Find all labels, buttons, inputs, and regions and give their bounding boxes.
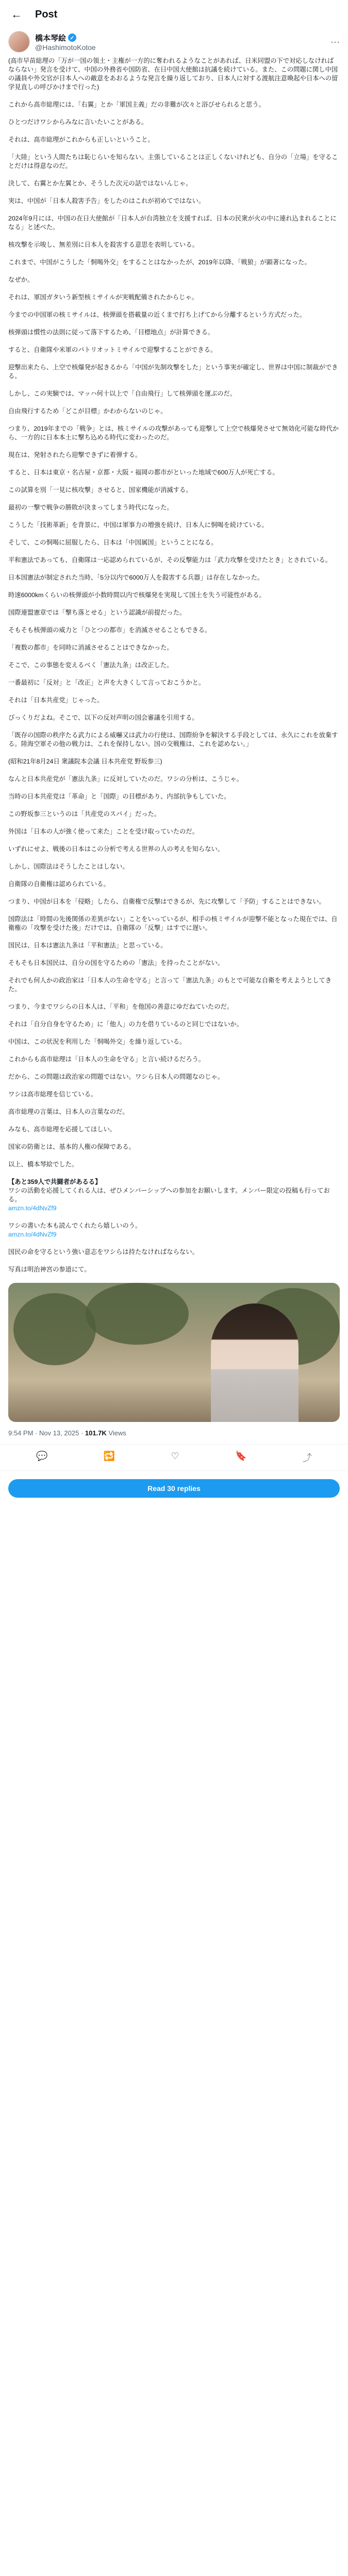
post-paragraph: 今までの中国軍の核ミサイルは、核弾頭を搭載量の近くまで打ち上げてから分離するという方式だった。 bbox=[8, 311, 306, 318]
promo-link[interactable]: amzn.to/4dNvZf9 bbox=[8, 1205, 57, 1212]
post-paragraph: これからも高市総理は「日本人の生命を守る」と言い続けるだろう。 bbox=[8, 1056, 205, 1063]
promo-link-2[interactable]: amzn.to/4dNvZf9 bbox=[8, 1231, 57, 1238]
photo-person bbox=[211, 1303, 299, 1422]
post-paragraph: そして、この恫喝に屈服したら、日本は「中国属国」ということになる。 bbox=[8, 539, 218, 546]
author-names bbox=[35, 32, 330, 52]
post-paragraph: 核弾頭は慣性の法則に従って落下するため、「目標地点」が計算できる。 bbox=[8, 329, 214, 336]
share-icon[interactable]: ⤴ bbox=[302, 1453, 312, 1463]
post-paragraph: つまり、今までワシらの日本人は、「平和」を他国の善意にゆだねていたのだ。 bbox=[8, 1003, 234, 1010]
post-author bbox=[0, 29, 348, 57]
post-paragraph: それは、軍国ガタいう新型核ミサイルが実戦配備されたからじゃ。 bbox=[8, 294, 198, 301]
post-paragraph: いずれにせよ、戦後の日本はこの分析で考える世界の人の考えを知らない。 bbox=[8, 845, 224, 853]
repost-icon[interactable]: 🔁 bbox=[103, 1451, 115, 1461]
like-icon[interactable]: ♡ bbox=[171, 1451, 179, 1461]
bookmark-icon[interactable]: 🔖 bbox=[235, 1451, 247, 1461]
post-paragraph: しかし、国際法はそうしたことはしない。 bbox=[8, 863, 129, 870]
promo-text-2: ワシの書いた本も読んでくれたら嬉しいのう。 bbox=[8, 1222, 142, 1229]
verified-badge-icon: ✓ bbox=[68, 33, 76, 42]
post-photo[interactable] bbox=[8, 1283, 340, 1422]
post-paragraph: すると、自衛隊や米軍のパトリオットミサイルで迎撃することができる。 bbox=[8, 346, 217, 353]
post-paragraph: 決して、右翼とか左翼とか、そうした次元の話ではないんじゃ。 bbox=[8, 180, 192, 187]
post-paragraph: それでも何人かの政治家は「日本人の生命を守る」と言って「憲法九条」のもとで可能な自衛を考えようとしてきた。 bbox=[8, 977, 332, 993]
post-paragraph: 時速6000kmくらいの核弾頭が小数時間以内で核爆発を実現して国土を失う可能性がある。 bbox=[8, 591, 266, 599]
closing-2: 写真は明治神宮の参道にて。 bbox=[8, 1266, 91, 1273]
post-meta: 9:54 PM · Nov 13, 2025 · 101.7K Views bbox=[0, 1422, 348, 1445]
post-paragraph: 国家の防衛とは、基本的人権の保障である。 bbox=[8, 1143, 135, 1150]
post-paragraph: 以上、橋本琴絵でした。 bbox=[8, 1161, 78, 1168]
top-bar bbox=[0, 0, 348, 29]
post-paragraph: それは「日本共産党」じゃった。 bbox=[8, 697, 104, 704]
post-paragraph: 迎撃出来たら、上空で核爆発が起きるから「中国が先制攻撃をした」という事実が確定し、世界は中国に制裁ができる。 bbox=[8, 364, 338, 380]
post-paragraph: びっくりだよね。そこで、以下の反対声明の国会審議を引用する。 bbox=[8, 714, 198, 721]
photo-tree bbox=[86, 1283, 189, 1345]
post-paragraph: みなも、高市総理を応援してほしい。 bbox=[8, 1126, 117, 1133]
reply-bar bbox=[0, 1471, 348, 1506]
action-bar bbox=[0, 1445, 348, 1471]
more-options-icon[interactable]: ··· bbox=[330, 36, 340, 47]
avatar[interactable] bbox=[8, 31, 30, 53]
post-paragraph: 当時の日本共産党は「革命」と「国際」の目標があり、内部抗争もしていた。 bbox=[8, 793, 230, 800]
post-paragraph: しかし、この実験では、マッハ何十以上で「自由飛行」して核弾頭を運ぶのだ。 bbox=[8, 390, 237, 397]
post-time[interactable]: 9:54 PM · Nov 13, 2025 bbox=[8, 1429, 79, 1437]
post-paragraph: だから、この問題は政治家の問題ではない。ワシら日本人の問題なのじゃ。 bbox=[8, 1073, 224, 1080]
post-paragraph: 外国は「日本の人が強く使って来た」ことを受け取っていたのだ。 bbox=[8, 828, 198, 835]
post-paragraph: 平和憲法であっても、自衛隊は一応認められているが、その反撃能力は「武力攻撃を受けたとき」とされている。 bbox=[8, 556, 332, 564]
closing-1: 国民の命を守るという強い意志をワシらは持たなければならない。 bbox=[8, 1248, 198, 1256]
post-paragraph: ワシは高市総理を信じている。 bbox=[8, 1091, 97, 1098]
post-paragraph: 実は、中国が「日本人殺害予告」をしたのはこれが初めてではない。 bbox=[8, 197, 205, 205]
post-paragraph: 最初の一撃で戦争の勝敗が決まってしまう時代になった。 bbox=[8, 504, 173, 511]
promo-heading: 【あと359人で共闘者があるる】 bbox=[8, 1178, 102, 1185]
post-paragraph: 国際法は「時間の先後関係の差異がない」ことをいっているが、相手の核ミサイルが迎撃不能となった現在では、自衛権の「攻撃を受けた後」だけでは、自衛隊の「反撃」はすでに遅い。 bbox=[8, 916, 338, 931]
post-paragraph: そもそも日本国民は、自分の国を守るための「憲法」を持ったことがない。 bbox=[8, 959, 224, 967]
post-paragraph: そもそも核弾頭の威力と「ひとつの都市」を消滅させることもできる。 bbox=[8, 626, 211, 634]
back-arrow-icon[interactable]: ← bbox=[11, 8, 22, 21]
post-paragraph: 高市総理の言葉は、日本人の言葉なのだ。 bbox=[8, 1108, 129, 1115]
post-paragraph: 「複数の都市」を同時に消滅させることはできなかった。 bbox=[8, 644, 173, 651]
post-paragraph: なんと日本共産党が「憲法九条」に反対していたのだ。ワシの分析は、こうじゃ。 bbox=[8, 775, 243, 783]
post-paragraph: そこで、この事態を変えるべく「憲法九条」は改正した。 bbox=[8, 662, 173, 669]
view-count: 101.7K bbox=[85, 1429, 107, 1437]
post-paragraph: つまり、中国が日本を「侵略」したら、自衛権で反撃はできるが、先に攻撃して「予防」することはできない。 bbox=[8, 898, 325, 905]
post-paragraph: 2024年9月には、中国の在日大使館が「日本人が台湾独立を支援すれば、日本の民衆が火の中に連れ込まれることになる」と述べた。 bbox=[8, 215, 337, 231]
post-paragraph: 自由飛行するため「どこが目標」かわからないのじゃ。 bbox=[8, 408, 167, 415]
post-paragraph: 日本国憲法が制定された当時、「5分以内で6000万人を殺害する兵器」は存在しなかった。 bbox=[8, 574, 264, 581]
post-paragraph: 現在は、発射されたら迎撃できずに着弾する。 bbox=[8, 451, 142, 459]
post-paragraph: 「大陸」という人間たちは恥じらいを知らない。主張していることは正しくないけれども、自分の「立場」を守ることだけは得意なのだ。 bbox=[8, 154, 338, 170]
post-paragraph: 中国は、この状況を利用した「恫喝外交」を繰り返している。 bbox=[8, 1038, 186, 1045]
post-paragraph: これから高市総理には、「右翼」とか「軍国主義」だの非難が次々と浴びせられると思う。 bbox=[8, 101, 266, 108]
post-paragraph: この野坂参三というのは「共産党のスパイ」だった。 bbox=[8, 810, 161, 818]
views-label: Views bbox=[108, 1429, 126, 1437]
post-paragraph: これまで、中国がこうした「恫喝外交」をすることはなかったが、2019年以降、「戦狼」が顕著になった。 bbox=[8, 259, 311, 266]
promo-text: ワシの活動を応援してくれる人は、ぜひメンバーシップへの参加をお願いします。メンバー限定の投稿も行っておる。 bbox=[8, 1187, 330, 1203]
read-replies-button[interactable]: Read 30 replies bbox=[8, 1479, 340, 1498]
promo-block bbox=[0, 1178, 348, 1274]
reply-icon[interactable]: 💬 bbox=[36, 1451, 48, 1461]
post-body bbox=[0, 57, 348, 1169]
post-paragraph: つまり、2019年までの「戦争」とは、核ミサイルの攻撃があっても迎撃して上空で核爆発させて無効化可能な時代から、一方的に日本本土に撃ち込める時代に変わったのだ。 bbox=[8, 425, 339, 441]
post-paragraph: 国際連盟憲章では「撃ち落とせる」という認識が前提だった。 bbox=[8, 609, 186, 616]
post-paragraph: (昭和21年8月24日 衆議院本会議 日本共産党 野坂参三) bbox=[8, 758, 162, 765]
post-paragraph: 国民は、日本は憲法九条は「平和憲法」と思っている。 bbox=[8, 942, 167, 949]
post-paragraph: (高市早苗総理の「万が一国の領土・主権が一方的に奪われるようなことがあれば、日米同盟の下で対応しなければならない」発言を受けて、中国の外務省や国防省、在日中国大使館は抗議を続けている。また、この問題に関し中国の議員や外交官が日本人への敵意をあおるような発言を繰り返しており、日本人に対する渡航注意喚起や日本への留学見直しの呼びかけまで行った) bbox=[8, 57, 338, 91]
display-name[interactable] bbox=[35, 32, 330, 43]
post-paragraph: それは「自分自身を守るため」に「他人」の力を借りているのと同じではないか。 bbox=[8, 1021, 243, 1028]
post-paragraph: なぜか。 bbox=[8, 276, 34, 283]
author-handle[interactable]: @HashimotoKotoe bbox=[35, 43, 96, 52]
post-paragraph: それは、高市総理がこれからも正しいということ。 bbox=[8, 136, 154, 143]
photo-tree bbox=[13, 1293, 96, 1365]
post-paragraph: この試算を別「一見に核攻撃」させると、国家機能が消滅する。 bbox=[8, 486, 192, 494]
page-title: Post bbox=[35, 8, 58, 20]
post-paragraph: ひとつだけワシからみなに言いたいことがある。 bbox=[8, 118, 148, 126]
display-name-text: 橋本琴絵 bbox=[35, 33, 67, 43]
post-paragraph: 核攻撃を示唆し、無差別に日本人を殺害する意思を表明している。 bbox=[8, 241, 198, 248]
post-paragraph: 自衛隊の自衛権は認められている。 bbox=[8, 880, 110, 888]
post-paragraph: すると、日本は東京・名古屋・京都・大阪・福岡の都市がといった地域で600万人が死亡する。 bbox=[8, 469, 279, 476]
post-paragraph: 一番最初に「反対」と「改正」と声を大きくして言っておこうかと。 bbox=[8, 679, 205, 686]
post-paragraph: 「既存の国際の秩序たる武力による威嚇又は武力の行使は、国際紛争を解決する手段としては、永久にこれを放棄する。陸海空軍その他の戦力は、これを保持しない。国の交戦権は、これを認めない。」 bbox=[8, 732, 338, 748]
post-paragraph: こうした「技術革新」を背景に、中国は軍事力の増強を続け、日本人に恫喝を続けている。 bbox=[8, 521, 268, 529]
